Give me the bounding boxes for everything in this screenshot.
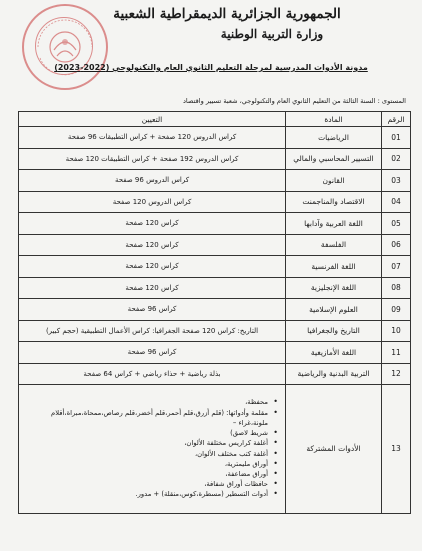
row-subject: الأدوات المشتركة: [286, 384, 382, 513]
row-tools: كراس الدروس 120 صفحة + كراس التطبيقات 96 صفحة: [19, 127, 286, 149]
republic-header: الجمهورية الجزائرية الديمقراطية الشعبية: [113, 6, 341, 22]
table-row: [19, 191, 411, 213]
row-tools: كراس 120 صفحة: [19, 213, 286, 235]
list-item: • مقلمة وأدواتها: (قلم أزرق،قلم أحمر،قلم أخضر،قلم رصاص،ممحاة،مبراة،أقلام ملونة،غراء –: [22, 408, 268, 428]
row-number: 01: [382, 127, 411, 149]
row-subject: القانون: [286, 170, 382, 192]
table-row: [19, 148, 411, 170]
list-item: • أوراق مضاعفة،: [22, 469, 268, 479]
row-number: 06: [382, 234, 411, 256]
supplies-table: [18, 111, 411, 514]
table-row: [19, 363, 411, 384]
common-tools-row: [19, 384, 411, 513]
row-number: 05: [382, 213, 411, 235]
row-tools: بذلة رياضية + حذاء رياضي + كراس 64 صفحة: [19, 363, 286, 384]
row-number: 11: [382, 342, 411, 364]
row-subject: التاريخ والجغرافيا: [286, 320, 382, 342]
table-row: [19, 170, 411, 192]
col-header-subject: المادة: [286, 112, 382, 127]
row-number: 10: [382, 320, 411, 342]
row-subject: الفلسفة: [286, 234, 382, 256]
row-tools: كراس 120 صفحة: [19, 234, 286, 256]
table-row: [19, 320, 411, 342]
table-row: [19, 234, 411, 256]
list-item: • أغلفة كراريس مختلفة الألوان،: [22, 438, 268, 448]
table-header-row: [19, 112, 411, 127]
row-tools: كراس الدروس 192 صفحة + كراس التطبيقات 120 صفحة: [19, 148, 286, 170]
row-tools: كراس 120 صفحة: [19, 277, 286, 299]
row-tools: كراس 120 صفحة: [19, 256, 286, 278]
row-tools: كراس الدروس 120 صفحة: [19, 191, 286, 213]
document-title: مدونة الأدوات المدرسية لمرحلة التعليم الثانوي العام والتكنولوجي (2022-2023): [54, 63, 368, 72]
row-number: 07: [382, 256, 411, 278]
table-row: [19, 127, 411, 149]
list-item: • شريط لاصق): [22, 428, 268, 438]
row-number: 13: [382, 384, 411, 513]
table-row: [19, 256, 411, 278]
table-row: [19, 277, 411, 299]
row-subject: الاقتصاد والمناجمنت: [286, 191, 382, 213]
row-tools: كراس 96 صفحة: [19, 299, 286, 321]
row-number: 09: [382, 299, 411, 321]
row-subject: اللغة الفرنسية: [286, 256, 382, 278]
row-number: 02: [382, 148, 411, 170]
common-tools-list: [22, 397, 282, 499]
row-number: 08: [382, 277, 411, 299]
row-tools: كراس الدروس 96 صفحة: [19, 170, 286, 192]
table-row: [19, 213, 411, 235]
row-subject: الرياضيات: [286, 127, 382, 149]
row-tools: التاريخ: كراس 120 صفحة الجغرافيا: كراس الأعمال التطبيقية (حجم كبير): [19, 320, 286, 342]
row-subject: اللغة العربية وآدابها: [286, 213, 382, 235]
row-tools: كراس 96 صفحة: [19, 342, 286, 364]
list-item: • محفظة،: [22, 397, 268, 407]
list-item: • أغلفة كتب مختلف الألوان،: [22, 449, 268, 459]
row-number: 03: [382, 170, 411, 192]
list-item: • حافظات أوراق شفافة،: [22, 479, 268, 489]
row-number: 04: [382, 191, 411, 213]
table-row: [19, 342, 411, 364]
list-item: • أوراق مليمترية،: [22, 459, 268, 469]
table-row: [19, 299, 411, 321]
row-subject: التسيير المحاسبي والمالي: [286, 148, 382, 170]
row-subject: العلوم الإسلامية: [286, 299, 382, 321]
row-subject: اللغة الأمازيغية: [286, 342, 382, 364]
level-line: المستوى : السنة الثالثة من التعليم الثانوي العام والتكنولوجي، شعبة تسيير واقتصاد: [182, 97, 406, 105]
list-item: • أدوات التسطير (مسطرة،كوس،منقلة) + مدور.: [22, 489, 268, 499]
row-number: 12: [382, 363, 411, 384]
ministry-header: وزارة التربية الوطنية: [220, 27, 324, 41]
row-subject: التربية البدنية والرياضية: [286, 363, 382, 384]
common-tools-cell: [19, 384, 286, 513]
col-header-num: الرقم: [382, 112, 411, 127]
col-header-tools: التعيين: [19, 112, 286, 127]
row-subject: اللغة الإنجليزية: [286, 277, 382, 299]
